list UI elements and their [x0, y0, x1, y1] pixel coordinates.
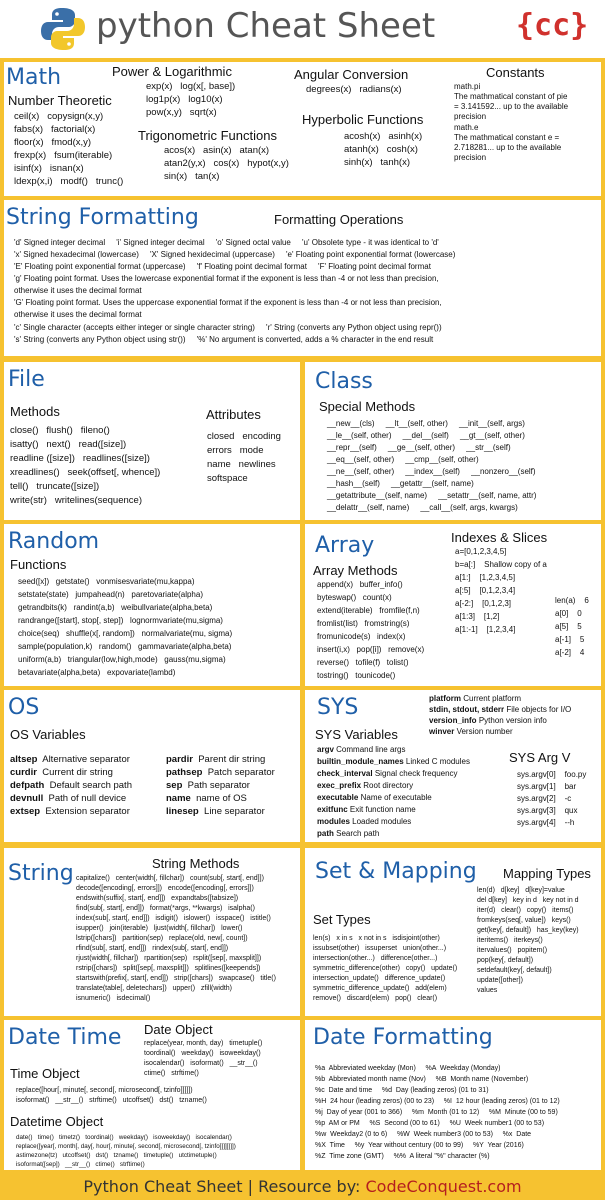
- set-line: symmetric_difference_update() add(elem): [313, 985, 447, 992]
- file-method-line: tell() truncate([size]): [10, 481, 100, 492]
- format-line: otherwise it uses the decimal format: [14, 286, 142, 295]
- set-mapping-panel: [305, 848, 601, 1016]
- special-method-line: __eq__(self, other) __cmp__(self, other): [327, 455, 479, 464]
- array-method-line: fromunicode(s) index(x): [317, 632, 406, 641]
- array-method-line: extend(iterable) fromfile(f,n): [317, 606, 420, 615]
- special-method-line: __ne__(self, other) __index__(self) __nonzero__(self): [327, 467, 536, 476]
- random-panel: [4, 524, 300, 686]
- format-line: 'G' Floating point format. Uses the uppercase exponential format if the exponent is less than -4 or not less than precision,: [14, 298, 442, 307]
- math-line: ldexp(x,i) modf() trunc(): [14, 176, 124, 187]
- sys-top-row: [429, 705, 571, 715]
- indexes-slices-heading: Indexes & Slices: [451, 530, 548, 545]
- string-method-line: index(sub[, start[, end]]) isdigit() islower() isspace() istitle(): [76, 915, 271, 922]
- sys-var-name: exitfunc: [317, 805, 348, 814]
- format-line: otherwise it uses the decimal format: [14, 310, 142, 319]
- slice-line: b=a[:] Shallow copy of a: [455, 560, 547, 569]
- argv-value: foo.py: [564, 770, 587, 779]
- os-var-row: [166, 780, 250, 792]
- string-method-line: startswith(prefix[, start[, end]]) strip([chars]) swapcase() title(): [76, 975, 276, 982]
- os-var-row: [10, 754, 130, 766]
- array-methods-heading: Array Methods: [313, 563, 398, 578]
- string-title: String: [8, 861, 74, 886]
- sys-var-desc: Current platform: [463, 694, 522, 703]
- datetime-title: Date Time: [8, 1025, 122, 1050]
- os-panel: [4, 690, 300, 842]
- os-var-name: name: [166, 793, 191, 804]
- sys-var-name: builtin_module_names: [317, 757, 404, 766]
- index-line: len(a) 6: [555, 596, 589, 605]
- array-method-line: tostring() tounicode(): [317, 671, 396, 680]
- sys-argv-heading: SYS Arg V: [509, 750, 571, 765]
- math-line: frexp(x) fsum(iterable): [14, 150, 113, 161]
- os-var-name: defpath: [10, 780, 45, 791]
- sys-var-name: stdin, stdout, stderr: [429, 705, 505, 714]
- file-attribute-line: softspace: [207, 473, 248, 484]
- file-method-line: isatty() next() read([size]): [10, 439, 127, 450]
- mapping-line: update([other]): [477, 977, 523, 984]
- sys-var-name: modules: [317, 817, 350, 826]
- slice-line: a=[0,1,2,3,4,5]: [455, 547, 507, 556]
- string-method-line: rstrip([chars]) split([sep[, maxsplit]]) splitlines([keepends]): [76, 965, 261, 972]
- date-line: toordinal() weekday() isoweekday(): [144, 1050, 261, 1057]
- string-method-line: decode([encoding[, errors]]) encode([encoding[, errors]]): [76, 885, 254, 892]
- random-line: setstate(state) jumpahead(n) paretovariate(alpha): [18, 590, 203, 599]
- file-attribute-line: closed encoding: [207, 431, 281, 442]
- sys-argv-row: [517, 818, 574, 828]
- index-line: a[5] 5: [555, 622, 582, 631]
- math-line: pow(x,y) sqrt(x): [146, 107, 217, 118]
- format-line: 'c' Single character (accepts either integer or single character string) 'r' String (converts any Python object using repr()): [14, 323, 442, 332]
- os-var-name: curdir: [10, 767, 37, 778]
- sys-argv-row: [517, 770, 586, 780]
- sys-var-row: [317, 781, 413, 791]
- argv-value: --h: [564, 818, 575, 827]
- file-panel: [4, 362, 300, 520]
- slice-line: a[1:] [1,2,3,4,5]: [455, 573, 516, 582]
- datetime-line: astimezone(tz) utcoffset() dst() tzname() timetuple() utctimetuple(): [16, 1152, 217, 1159]
- footer-link[interactable]: CodeConquest.com: [365, 1177, 522, 1196]
- math-line: log1p(x) log10(x): [146, 94, 223, 105]
- os-var-desc: Extension separator: [45, 806, 130, 817]
- mapping-line: setdefault(key[, default]): [477, 967, 552, 974]
- mapping-line: get(key[, default]) has_key(key): [477, 927, 579, 934]
- argv-value: -c: [564, 794, 572, 803]
- array-method-line: byteswap() count(x): [317, 593, 392, 602]
- sys-argv-row: [517, 782, 576, 792]
- array-method-line: reverse() tofile(f) tolist(): [317, 658, 409, 667]
- sys-var-desc: Name of executable: [360, 793, 432, 802]
- sys-var-row: [317, 817, 411, 827]
- datetime-panel: [4, 1020, 300, 1170]
- sys-var-desc: Loaded modules: [352, 817, 412, 826]
- string-method-line: lstrip([chars]) partition(sep) replace(old, new[, count]): [76, 935, 248, 942]
- sys-var-desc: Python version info: [478, 716, 547, 725]
- formatting-operations-heading: Formatting Operations: [274, 212, 404, 227]
- footer: [0, 1174, 605, 1200]
- os-var-name: pathsep: [166, 767, 203, 778]
- sys-var-name: path: [317, 829, 334, 838]
- os-var-desc: name of OS: [196, 793, 247, 804]
- array-method-line: append(x) buffer_info(): [317, 580, 403, 589]
- os-var-row: [166, 806, 265, 818]
- sys-var-row: [317, 793, 432, 803]
- trig-heading: Trigonometric Functions: [138, 128, 277, 143]
- slice-line: a[1:3] [1,2]: [455, 612, 500, 621]
- python-logo-icon: [40, 6, 86, 52]
- random-title: Random: [8, 529, 100, 554]
- date-format-line: %c Date and time %d Day (leading zeros) (01 to 31): [315, 1087, 489, 1094]
- date-line: ctime() strftime(): [144, 1070, 199, 1077]
- math-line: atanh(x) cosh(x): [344, 144, 418, 155]
- special-method-line: __getattribute__(self, name) __setattr__(self, name, attr): [327, 491, 537, 500]
- date-line: isocalendar() isoformat() __str__(): [144, 1060, 258, 1067]
- os-var-name: extsep: [10, 806, 41, 817]
- special-methods-heading: Special Methods: [319, 399, 416, 414]
- sys-var-row: [317, 757, 470, 767]
- sys-var-desc: Command line args: [336, 745, 406, 754]
- os-var-row: [10, 780, 132, 792]
- math-line: acos(x) asin(x) atan(x): [164, 145, 270, 156]
- random-line: seed([x]) getstate() vonmisesvariate(mu,kappa): [18, 577, 195, 586]
- string-method-line: isnumeric() isdecimal(): [76, 995, 151, 1002]
- os-var-name: pardir: [166, 754, 193, 765]
- date-format-line: %w Weekday2 (0 to 6) %W Week number3 (00 to 53) %x Date: [315, 1131, 532, 1138]
- os-variables-heading: OS Variables: [10, 727, 86, 742]
- math-line: degrees(x) radians(x): [306, 84, 402, 95]
- sys-argv-row: [517, 794, 571, 804]
- os-var-desc: Path separator: [187, 780, 250, 791]
- string-formatting-title: String Formatting: [6, 205, 199, 230]
- math-line: ceil(x) copysign(x,y): [14, 111, 104, 122]
- format-line: 'd' Signed integer decimal 'i' Signed integer decimal 'o' Signed octal value 'u' Obsolete type - it was identical to 'd': [14, 238, 439, 247]
- slice-line: a[1:-1] [1,2,3,4]: [455, 625, 516, 634]
- array-method-line: fromlist(list) fromstring(s): [317, 619, 410, 628]
- constant-line: math.pi: [454, 82, 481, 91]
- string-method-line: endswith(suffix[, start[, end]]) expandtabs([tabsize]): [76, 895, 239, 902]
- mapping-line: values: [477, 987, 498, 994]
- math-line: sinh(x) tanh(x): [344, 157, 410, 168]
- sys-var-row: [317, 769, 458, 779]
- mapping-line: del d[key] key in d key not in d: [477, 897, 579, 904]
- slice-line: a[:5] [0,1,2,3,4]: [455, 586, 516, 595]
- date-format-line: %b Abbreviated month name (Nov) %B Month name (November): [315, 1076, 529, 1083]
- os-var-desc: Parent dir string: [198, 754, 266, 765]
- index-line: a[-1] 5: [555, 635, 585, 644]
- date-format-line: %p AM or PM %S Second (00 to 61) %U Week number1 (00 to 53): [315, 1120, 545, 1127]
- mapping-types-heading: Mapping Types: [503, 866, 591, 881]
- special-method-line: __repr__(self) __ge__(self, other) __str__(self): [327, 443, 511, 452]
- constants-heading: Constants: [486, 65, 545, 80]
- time-line: replace([hour[, minute[, second[, microsecond[, tzinfo]]]]]): [16, 1087, 193, 1094]
- os-var-name: linesep: [166, 806, 199, 817]
- date-object-heading: Date Object: [144, 1022, 213, 1037]
- sys-var-name: exec_prefix: [317, 781, 362, 790]
- mapping-line: fromkeys(seq[, value]) keys(): [477, 917, 571, 924]
- argv-name: sys.argv[1]: [517, 782, 556, 791]
- math-line: floor(x) fmod(x,y): [14, 137, 92, 148]
- os-var-row: [10, 767, 113, 779]
- sys-variables-heading: SYS Variables: [315, 727, 398, 742]
- special-method-line: __delattr__(self, name) __call__(self, args, kwargs): [327, 503, 518, 512]
- set-line: remove() discard(elem) pop() clear(): [313, 995, 438, 1002]
- constant-line: precision: [454, 153, 487, 162]
- sys-var-name: executable: [317, 793, 359, 802]
- argv-name: sys.argv[0]: [517, 770, 556, 779]
- class-panel: [305, 362, 601, 520]
- os-var-desc: Line separator: [204, 806, 265, 817]
- math-line: atan2(y,x) cos(x) hypot(x,y): [164, 158, 289, 169]
- math-title: Math: [6, 65, 62, 90]
- date-formatting-panel: [305, 1020, 601, 1170]
- os-var-desc: Alternative separator: [42, 754, 130, 765]
- string-method-line: isupper() join(iterable) ljust(width[, fillchar]) lower(): [76, 925, 243, 932]
- set-line: symmetric_difference(other) copy() update(): [313, 965, 458, 972]
- argv-name: sys.argv[2]: [517, 794, 556, 803]
- array-method-line: insert(i,x) pop([i]) remove(x): [317, 645, 425, 654]
- random-line: sample(population,k) random() gammavariate(alpha,beta): [18, 642, 232, 651]
- date-format-line: %Z Time zone (GMT) %% A literal "%" character (%): [315, 1153, 490, 1160]
- string-method-line: translate(table[, deletechars]) upper() zfill(width): [76, 985, 233, 992]
- os-var-row: [166, 793, 247, 805]
- string-methods-heading: String Methods: [152, 856, 240, 871]
- sys-var-desc: Version number: [456, 727, 513, 736]
- date-format-line: %X Time %y Year without century (00 to 99) %Y Year (2016): [315, 1142, 524, 1149]
- math-panel: [4, 62, 601, 196]
- random-line: getrandbits(k) randint(a,b) weibullvariate(alpha,beta): [18, 603, 213, 612]
- random-line: betavariate(alpha,beta) expovariate(lambd): [18, 668, 176, 677]
- sys-var-name: version_info: [429, 716, 477, 725]
- sys-var-row: [317, 805, 416, 815]
- sys-top-row: [429, 716, 547, 726]
- format-line: 's' String (converts any Python object using str()) '%' No argument is converted, adds a % character in the end result: [14, 335, 434, 344]
- date-formatting-title: Date Formatting: [313, 1025, 493, 1050]
- datetime-line: replace([year[, month[, day[, hour[, minute[, second[, microsecond[, tzinfo]]]]]]]]): [16, 1143, 236, 1150]
- time-line: isoformat() __str__() strftime() utcoffset() dst() tzname(): [16, 1097, 207, 1104]
- file-attribute-line: errors mode: [207, 445, 264, 456]
- os-var-row: [10, 793, 126, 805]
- math-line: exp(x) log(x[, base]): [146, 81, 236, 92]
- os-var-desc: Current dir string: [42, 767, 113, 778]
- random-line: choice(seq) shuffle(x[, random]) normalvariate(mu, sigma): [18, 629, 233, 638]
- file-methods-heading: Methods: [10, 404, 60, 419]
- constant-line: = 3.141592... up to the available: [454, 102, 569, 111]
- datetime-line: date() time() timetz() toordinal() weekday() isoweekday() isocalendar(): [16, 1134, 232, 1141]
- constant-line: math.e: [454, 123, 479, 132]
- set-line: intersection(other...) difference(other...): [313, 955, 438, 962]
- constant-line: The mathmatical constant of pie: [454, 92, 568, 101]
- string-panel: [4, 848, 300, 1016]
- power-log-heading: Power & Logarithmic: [112, 64, 232, 79]
- argv-value: qux: [564, 806, 578, 815]
- math-line: fabs(x) factorial(x): [14, 124, 96, 135]
- sys-var-name: check_interval: [317, 769, 373, 778]
- os-var-name: devnull: [10, 793, 44, 804]
- mapping-line: pop(key[, default]): [477, 957, 534, 964]
- os-var-name: sep: [166, 780, 183, 791]
- format-line: 'g' Floating point format. Uses the lowercase exponential format if the exponent is less than -4 or not less than precision,: [14, 274, 439, 283]
- array-panel: [305, 524, 601, 686]
- math-line: acosh(x) asinh(x): [344, 131, 423, 142]
- format-line: 'E' Floating point exponential format (uppercase) 'f' Floating point decimal format 'F' Floating point decimal format: [14, 262, 431, 271]
- header: [0, 0, 605, 58]
- random-line: randrange([start], stop[, step]) lognormvariate(mu,sigma): [18, 616, 223, 625]
- set-mapping-title: Set & Mapping: [315, 859, 477, 884]
- argv-name: sys.argv[4]: [517, 818, 556, 827]
- sys-var-row: [317, 745, 406, 755]
- index-line: a[0] 0: [555, 609, 582, 618]
- sys-var-row: [317, 829, 379, 839]
- random-line: uniform(a,b) triangular(low,high,mode) gauss(mu,sigma): [18, 655, 226, 664]
- string-formatting-panel: [4, 200, 601, 356]
- constant-line: 2.718281... up to the available: [454, 143, 562, 152]
- mapping-line: len(d) d[key] d[key]=value: [477, 887, 565, 894]
- special-method-line: __new__(cls) __lt__(self, other) __init__(self, args): [327, 419, 525, 428]
- file-title: File: [8, 367, 45, 392]
- footer-text: Python Cheat Sheet | Resource by:: [83, 1177, 366, 1196]
- sys-var-desc: Root directory: [363, 781, 414, 790]
- page-title: python Cheat Sheet: [96, 6, 436, 46]
- sys-var-desc: Search path: [336, 829, 380, 838]
- format-line: 'x' Signed hexadecimal (lowercase) 'X' Signed hexidecimal (uppercase) 'e' Floating point exponential format (lowercase): [14, 250, 456, 259]
- file-method-line: readline ([size]) readlines([size]): [10, 453, 150, 464]
- time-object-heading: Time Object: [10, 1066, 80, 1081]
- argv-value: bar: [564, 782, 577, 791]
- random-functions-heading: Functions: [10, 557, 67, 572]
- os-var-row: [166, 754, 265, 766]
- file-attributes-heading: Attributes: [206, 407, 261, 422]
- os-var-name: altsep: [10, 754, 38, 765]
- class-title: Class: [315, 369, 373, 394]
- mapping-line: iter(d) clear() copy() items(): [477, 907, 574, 914]
- date-format-line: %a Abbreviated weekday (Mon) %A Weekday (Monday): [315, 1065, 501, 1072]
- string-method-line: rjust(width[, fillchar]) rpartition(sep) rsplit([sep[, maxsplit]]): [76, 955, 262, 962]
- slice-line: a[-2:] [0,1,2,3]: [455, 599, 512, 608]
- sys-var-desc: File objects for I/O: [506, 705, 572, 714]
- os-var-row: [10, 806, 130, 818]
- sys-var-name: argv: [317, 745, 334, 754]
- datetime-object-heading: Datetime Object: [10, 1114, 104, 1129]
- os-var-row: [166, 767, 275, 779]
- sys-var-name: winver: [429, 727, 455, 736]
- datetime-line: isoformat([sep]) __str__() ctime() strftime(): [16, 1161, 145, 1168]
- sys-argv-row: [517, 806, 577, 816]
- special-method-line: __le__(self, other) __del__(self) __gt__(self, other): [327, 431, 525, 440]
- sys-var-desc: Exit function name: [349, 805, 416, 814]
- sys-top-row: [429, 694, 521, 704]
- argv-name: sys.argv[3]: [517, 806, 556, 815]
- codeconquest-logo-icon: {cc}: [516, 8, 589, 43]
- sys-panel: [305, 690, 601, 842]
- sys-var-desc: Linked C modules: [405, 757, 470, 766]
- date-format-line: %j Day of year (001 to 366) %m Month (01 to 12) %M Minute (00 to 59): [315, 1109, 558, 1116]
- os-var-desc: Patch separator: [207, 767, 275, 778]
- angular-heading: Angular Conversion: [294, 67, 409, 82]
- number-theoretic-heading: Number Theoretic: [8, 93, 112, 108]
- sys-top-row: [429, 727, 513, 737]
- set-line: len(s) x in s x not in s isdisjoint(other): [313, 935, 440, 942]
- string-method-line: rfind(sub[, start[, end]]) rindex(sub[, start[, end]]): [76, 945, 229, 952]
- file-method-line: write(str) writelines(sequence): [10, 495, 142, 506]
- os-var-desc: Path of null device: [48, 793, 127, 804]
- set-types-heading: Set Types: [313, 912, 371, 927]
- date-line: replace(year, month, day) timetuple(): [144, 1040, 263, 1047]
- string-method-line: capitalize() center(width[, fillchar]) count(sub[, start[, end]]): [76, 875, 264, 882]
- sys-var-name: platform: [429, 694, 461, 703]
- constant-line: precision: [454, 112, 487, 121]
- file-attribute-line: name newlines: [207, 459, 276, 470]
- sys-title: SYS: [317, 695, 359, 720]
- os-var-desc: Default search path: [49, 780, 132, 791]
- string-method-line: find(sub[, start[, end]]) format(*args, **kwargs) isalpha(): [76, 905, 255, 912]
- mapping-line: iteritems() iterkeys(): [477, 937, 543, 944]
- date-format-line: %H 24 hour (leading zeros) (00 to 23) %I 12 hour (leading zeros) (01 to 12): [315, 1098, 560, 1105]
- mapping-line: itervalues() popitem(): [477, 947, 548, 954]
- set-line: intersection_update() difference_update(): [313, 975, 446, 982]
- set-line: issubset(other) issuperset union(other...): [313, 945, 447, 952]
- file-method-line: xreadlines() seek(offset[, whence]): [10, 467, 161, 478]
- sys-var-desc: Signal check frequency: [374, 769, 458, 778]
- os-title: OS: [8, 695, 40, 720]
- math-line: isinf(x) isnan(x): [14, 163, 84, 174]
- hyperbolic-heading: Hyperbolic Functions: [302, 112, 424, 127]
- math-line: sin(x) tan(x): [164, 171, 220, 182]
- special-method-line: __hash__(self) __getattr__(self, name): [327, 479, 474, 488]
- index-line: a[-2] 4: [555, 648, 585, 657]
- array-title: Array: [315, 533, 375, 558]
- file-method-line: close() flush() fileno(): [10, 425, 110, 436]
- constant-line: The mathmatical constant e =: [454, 133, 560, 142]
